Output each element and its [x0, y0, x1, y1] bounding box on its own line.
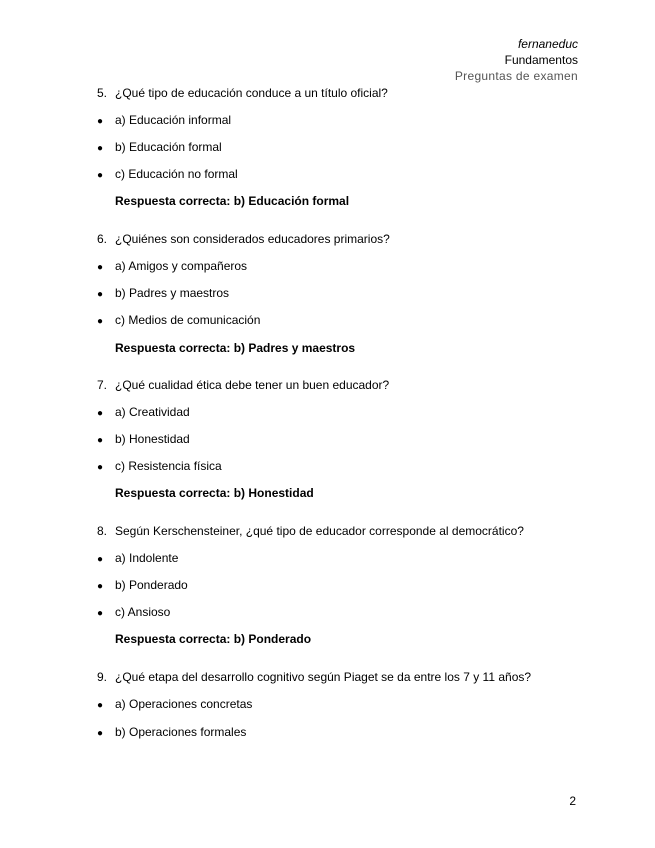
question-number: 6. [97, 232, 108, 246]
option-item: ● c) Resistencia física [97, 459, 222, 473]
bullet-icon: ● [97, 435, 104, 446]
question-number: 5. [97, 86, 108, 100]
option-item: ● b) Educación formal [97, 140, 222, 154]
bullet-icon: ● [97, 170, 104, 181]
correct-answer: Respuesta correcta: b) Honestidad [115, 486, 314, 500]
question-6 [97, 232, 390, 246]
bullet-icon: ● [97, 262, 104, 273]
header-subtitle: Preguntas de examen [454, 69, 578, 83]
question-text: ¿Qué tipo de educación conduce a un título oficial? [115, 86, 388, 100]
bullet-icon: ● [97, 700, 104, 711]
question-text: Según Kerschensteiner, ¿qué tipo de educador corresponde al democrático? [115, 524, 524, 538]
header-title: Fundamentos [504, 53, 578, 67]
question-8 [97, 524, 524, 538]
question-number: 9. [97, 670, 108, 684]
option-item: ● b) Padres y maestros [97, 286, 230, 300]
bullet-icon: ● [97, 728, 104, 739]
bullet-icon: ● [97, 462, 104, 473]
correct-answer: Respuesta correcta: b) Padres y maestros [115, 341, 356, 355]
bullet-icon: ● [97, 316, 104, 327]
bullet-icon: ● [97, 408, 104, 419]
option-item: ● c) Medios de comunicación [97, 313, 261, 327]
correct-answer: Respuesta correcta: b) Educación formal [115, 194, 350, 208]
correct-answer: Respuesta correcta: b) Ponderado [115, 632, 312, 646]
option-item: ● b) Ponderado [97, 578, 188, 592]
page-number: 2 [569, 794, 576, 808]
option-item: ● b) Operaciones formales [97, 725, 247, 739]
bullet-icon: ● [97, 608, 104, 619]
bullet-icon: ● [97, 116, 104, 127]
option-item: ● c) Educación no formal [97, 167, 238, 181]
option-item: ● a) Indolente [97, 551, 179, 565]
question-text: ¿Qué etapa del desarrollo cognitivo según Piaget se da entre los 7 y 11 años? [115, 670, 532, 684]
option-item: ● b) Honestidad [97, 432, 190, 446]
question-5 [97, 86, 388, 100]
bullet-icon: ● [97, 289, 104, 300]
option-item: ● a) Creatividad [97, 405, 190, 419]
question-text: ¿Qué cualidad ética debe tener un buen educador? [115, 378, 390, 392]
question-text: ¿Quiénes son considerados educadores primarios? [115, 232, 390, 246]
bullet-icon: ● [97, 581, 104, 592]
question-9 [97, 670, 531, 684]
page-header [455, 36, 578, 84]
bullet-icon: ● [97, 143, 104, 154]
bullet-icon: ● [97, 554, 104, 565]
question-number: 7. [97, 378, 108, 392]
option-item: ● c) Ansioso [97, 605, 171, 619]
option-item: ● a) Operaciones concretas [97, 697, 253, 711]
question-7 [97, 378, 389, 392]
question-number: 8. [97, 524, 108, 538]
option-item: ● a) Amigos y compañeros [97, 259, 248, 273]
option-item: ● a) Educación informal [97, 113, 232, 127]
header-author: fernaneduc [517, 37, 578, 51]
